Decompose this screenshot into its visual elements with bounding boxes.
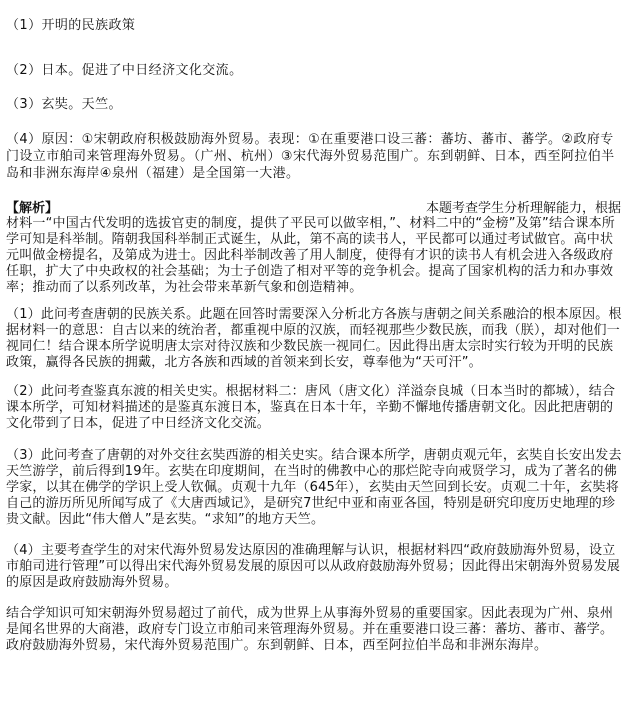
answer-4: （4）原因：①宋朝政府积极鼓励海外贸易。表现：①在重要港口设三蕃：蕃坊、蕃市、蕃学。②政府专门设立市舶司来管理海外贸易。（广州、杭州）③宋代海外贸易范围广。东到朝鲜、日本，西至阿拉伯半岛和非洲东海岸④泉州（福建）是全国第一大港。 (6, 132, 615, 181)
analysis-paragraph-2: （2）此问考查鉴真东渡的相关史实。根据材料二：唐风（唐文化）洋溢奈良城（日本当时的都城），结合课本所学，可知材料描述的是鉴真东渡日本，鉴真在日本十年，辛勤不懈地传播唐朝文化。因此把唐朝的文化带到了日本，促进了中日经济文化交流。 (6, 384, 616, 431)
analysis-paragraph-4: （4）主要考查学生的对宋代海外贸易发达原因的准确理解与认识，根据材料四“政府鼓励海外贸易，设立市舶司进行管理”可以得出宋代海外贸易发展的原因可以从政府鼓励海外贸易；因此得出宋朝海外贸易发展的原因是政府鼓励海外贸易。 (6, 543, 621, 590)
analysis-paragraph-1: （1）此问考查唐朝的民族关系。此题在回答时需要深入分析北方各族与唐朝之间关系融洽的根本原因。根据材料一的意思：自古以来的统治者，都重视中原的汉族，而轻视那些少数民族，而我（朕），却对他们一视同仁！结合课本所学说明唐太宗对待汉族和少数民族一视同仁。因此得出唐太宗时实行较为开明的民族政策，赢得各民族的拥戴，北方各族和西域的首领来到长安，尊奉他为“天可汗”。 (6, 307, 622, 370)
analysis-label: 【解析】 (6, 201, 59, 216)
answer-2: （2）日本。促进了中日经济文化交流。 (6, 63, 243, 78)
analysis-intro: 材料一“中国古代发明的选拔官吏的制度，提供了平民可以做宰相，”、材料二中的“金榜”及第”结合课本所学可知是科举制。隋朝我国科举制正式诞生，从此，第不高的读书人，平民都可以通过考试做官。高中状元叫做金榜提名，及第成为进士。因此科举制改善了用人制度，使得有才识的读书人有机会进入各级政府任职，扩大了中央政权的社会基础；为士子创造了相对平等的竞争机会。提高了国家机构的活力和办事效率；推动而了以系列改革，为社会带来革新气象和创造精神。 (6, 216, 615, 295)
analysis-paragraph-3: （3）此问考查了唐朝的对外交往玄奘西游的相关史实。结合课本所学，唐朝贞观元年，玄奘自长安出发去天竺游学，前后得到19年。玄奘在印度期间，在当时的佛教中心的那烂陀寺向戒贤学习，成为了著名的佛学家，以其在佛学的学识上受人钦佩。贞观十九年（645年），玄奘由天竺回到长安。贞观二十年，玄奘将自己的游历所见所闻写成了《大唐西域记》，是研究7世纪中亚和南亚各国，特别是研究印度历史地理的珍贵文献。因此“伟大僧人”是玄奘。“求知”的地方天竺。 (6, 448, 622, 527)
answer-3: （3）玄奘。天竺。 (6, 97, 122, 112)
analysis-intro-tail: 本题考查学生分析理解能力，根据 (426, 201, 622, 216)
analysis-heading-line (6, 200, 624, 217)
answer-1: （1）开明的民族政策 (6, 18, 136, 33)
analysis-paragraph-5: 结合学知识可知宋朝海外贸易超过了前代，成为世界上从事海外贸易的重要国家。因此表现为广州、泉州是闻名世界的大商港，政府专门设立市舶司来管理海外贸易。并在重要港口设三蕃：蕃坊、蕃市、蕃学。政府鼓励海外贸易，宋代海外贸易范围广。东到朝鲜、日本，西至阿拉伯半岛和非洲东海岸。 (6, 606, 614, 653)
